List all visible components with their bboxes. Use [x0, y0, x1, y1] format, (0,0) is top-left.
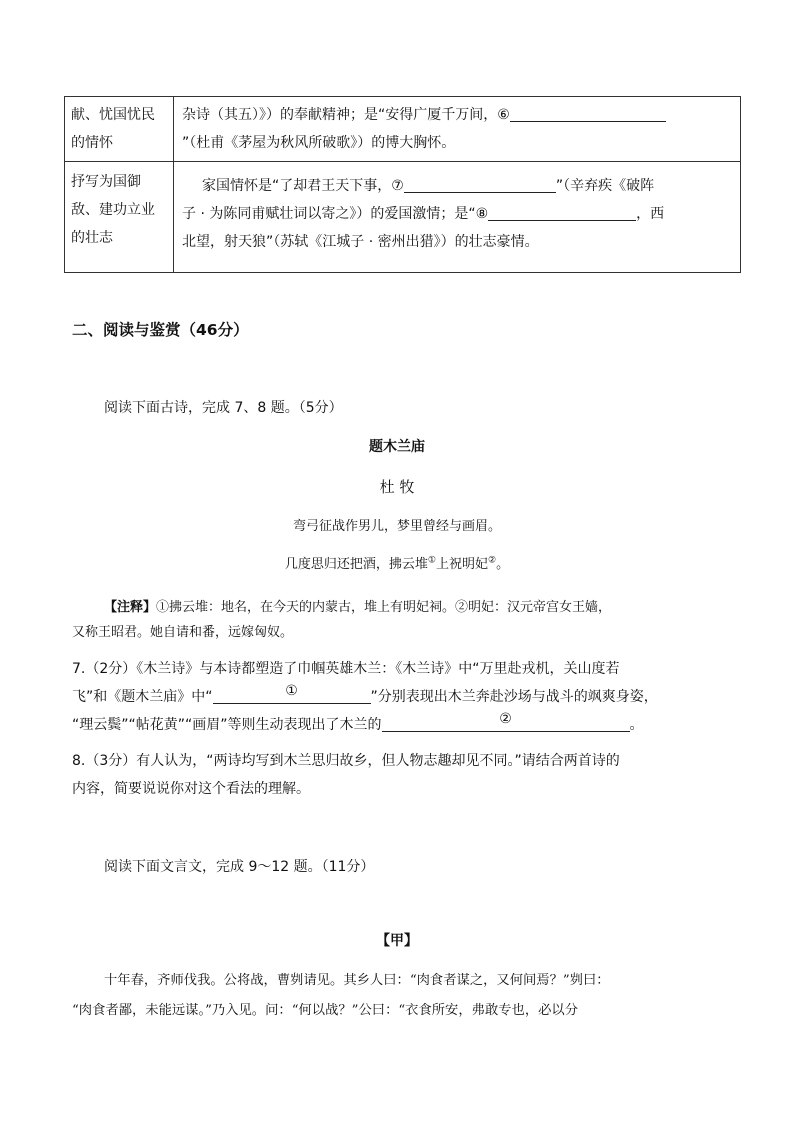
answer-blank-6[interactable] [510, 103, 666, 122]
answer-blank-q7-1[interactable] [213, 685, 371, 704]
passage-line-1: 十年春，齐师伐我。公将战，曹刿请见。其乡人曰：“肉食者谋之，又何间焉？”刿曰： [104, 973, 610, 988]
answer-blank-7[interactable] [404, 174, 556, 193]
q7-line2-post: ”分别表现出木兰奔赴沙场与战斗的飒爽身姿， [370, 689, 658, 705]
row2-line1: 家国情怀是“了却君王天下事，⑦ [202, 178, 404, 194]
note-label: 【注释】 [104, 600, 157, 615]
blank-marker: ① [285, 683, 298, 699]
category-cell: 抒写为国御敌、建功立业的壮志 [65, 162, 174, 273]
poem-line-2-text: 几度思归还把酒，拂云堆 [284, 557, 428, 572]
q8-line2: 内容，简要说说你对这个看法的理解。 [72, 781, 310, 797]
q8-line1: 8.（3分）有人认为，“两诗均写到木兰思归故乡，但人物志趣却见不同。”请结合两首诗的 [72, 753, 620, 769]
footnote-mark-2: ② [488, 555, 497, 566]
poem-line-2 [0, 553, 794, 572]
q7-line3-post: 。 [629, 717, 644, 733]
content-cell [174, 97, 741, 162]
row2-line2: 子 · 为陈同甫赋壮词以寄之》）的爱国激情；是“⑧ [182, 206, 489, 222]
row1-line2: ”（杜甫《茅屋为秋风所破歌》）的博大胸怀。 [182, 135, 456, 151]
row2-line3: 北望，射天狼”（苏轼《江城子 · 密州出猎》）的壮志豪情。 [182, 234, 539, 250]
passage-jia-label: 【甲】 [376, 933, 418, 949]
row2-line2-post: ，西 [636, 206, 665, 222]
q7-line3: “理云鬓”“帖花黄”“画眉”等则生动表现出了木兰的 [72, 717, 382, 733]
poem-author: 杜 牧 [379, 478, 415, 496]
table-row [65, 97, 741, 162]
poem-intro: 阅读下面古诗，完成 7、8 题。（5分） [104, 400, 343, 416]
question-7 [72, 655, 658, 739]
question-8 [72, 747, 620, 803]
note-text: ①拂云堆：地名，在今天的内蒙古，堆上有明妃祠。②明妃：汉元帝宫女王嫱， [156, 600, 612, 615]
content-cell [174, 162, 741, 273]
answer-blank-8[interactable] [488, 202, 636, 221]
passage-line-2: “肉食者鄙，未能远谋。”乃入见。问：“何以战？”公曰：“衣食所安，弗敢专也，必以分 [72, 1003, 579, 1018]
row1-line1: 杂诗（其五）》）的奉献精神；是“安得广厦千万间，⑥ [182, 107, 510, 123]
footnote-mark-1: ① [427, 555, 436, 566]
row2-line1-post: ”（辛弃疾《破阵 [555, 178, 655, 194]
poem-note [104, 594, 611, 622]
blank-marker: ② [499, 711, 512, 727]
poem-line-2-text: 。 [496, 557, 510, 572]
wenyan-intro: 阅读下面文言文，完成 9～12 题。（11分） [104, 859, 375, 875]
category-cell: 献、忧国忧民的情怀 [65, 97, 174, 162]
theme-table [64, 96, 741, 273]
q7-line2: 飞”和《题木兰庙》中“ [72, 689, 213, 705]
answer-blank-q7-2[interactable] [382, 713, 630, 732]
poem-title: 题木兰庙 [369, 439, 425, 455]
poem-line-1: 弯弓征战作男儿，梦里曾经与画眉。 [292, 519, 501, 534]
poem-line-2-text: 上祝明妃 [435, 557, 488, 572]
section-heading: 二、阅读与鉴赏（46分） [72, 321, 249, 339]
note-text-2: 又称王昭君。她自请和番，远嫁匈奴。 [72, 625, 294, 640]
table-row [65, 162, 741, 273]
q7-line1: 7.（2分）《木兰诗》与本诗都塑造了巾帼英雄木兰：《木兰诗》中“万里赴戎机，关山度若 [72, 661, 620, 677]
